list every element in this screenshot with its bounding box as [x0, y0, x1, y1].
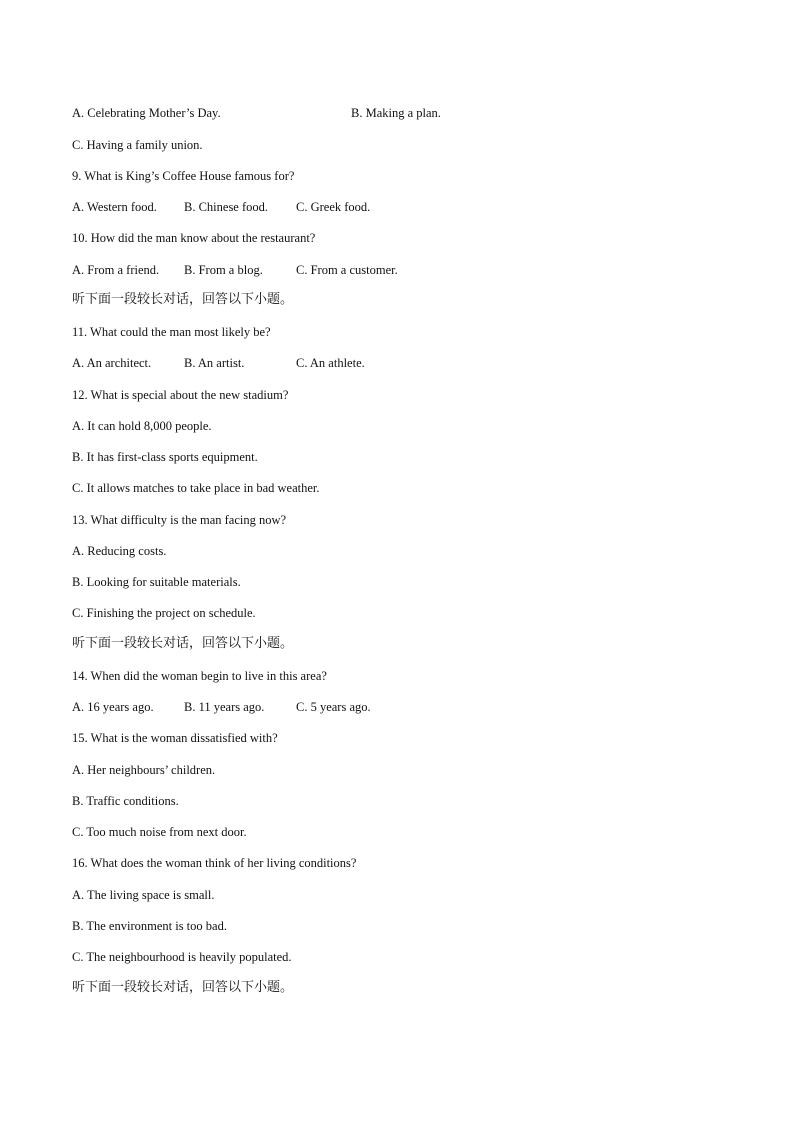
q16-option-c: C. The neighbourhood is heavily populated. — [72, 950, 292, 964]
q16-option-b: B. The environment is too bad. — [72, 919, 227, 933]
q16-stem: 16. What does the woman think of her living conditions? — [72, 856, 357, 870]
section-heading: 听下面一段较长对话，回答以下小题。 — [72, 980, 294, 995]
q15-stem: 15. What is the woman dissatisfied with? — [72, 731, 278, 745]
section-heading: 听下面一段较长对话，回答以下小题。 — [72, 636, 294, 651]
q14-stem: 14. When did the woman begin to live in this area? — [72, 669, 327, 683]
q13-option-c: C. Finishing the project on schedule. — [72, 606, 256, 620]
q10-option-c: C. From a customer. — [296, 263, 398, 277]
q10-stem: 10. How did the man know about the restaurant? — [72, 231, 316, 245]
q10-option-a: A. From a friend. — [72, 263, 160, 277]
q8-option-a: A. Celebrating Mother’s Day. — [72, 106, 221, 120]
q8-option-b: B. Making a plan. — [351, 106, 441, 120]
q14-option-a: A. 16 years ago. — [72, 700, 154, 714]
q15-option-c: C. Too much noise from next door. — [72, 825, 247, 839]
q9-option-c: C. Greek food. — [296, 200, 371, 214]
q13-stem: 13. What difficulty is the man facing now? — [72, 513, 287, 527]
q13-option-b: B. Looking for suitable materials. — [72, 575, 241, 589]
q12-option-c: C. It allows matches to take place in bad weather. — [72, 481, 320, 495]
q13-option-a: A. Reducing costs. — [72, 544, 167, 558]
q11-stem: 11. What could the man most likely be? — [72, 325, 271, 339]
q12-stem: 12. What is special about the new stadium? — [72, 388, 289, 402]
q11-option-c: C. An athlete. — [296, 356, 365, 370]
section-heading: 听下面一段较长对话，回答以下小题。 — [72, 292, 294, 307]
q12-option-b: B. It has first-class sports equipment. — [72, 450, 258, 464]
q10-option-b: B. From a blog. — [184, 263, 263, 277]
q9-option-a: A. Western food. — [72, 200, 157, 214]
q14-option-c: C. 5 years ago. — [296, 700, 371, 714]
q9-stem: 9. What is King’s Coffee House famous for? — [72, 169, 295, 183]
q16-option-a: A. The living space is small. — [72, 888, 215, 902]
q8-option-c: C. Having a family union. — [72, 138, 203, 152]
q15-option-b: B. Traffic conditions. — [72, 794, 179, 808]
q12-option-a: A. It can hold 8,000 people. — [72, 419, 212, 433]
q11-option-b: B. An artist. — [184, 356, 245, 370]
q9-option-b: B. Chinese food. — [184, 200, 269, 214]
q14-option-b: B. 11 years ago. — [184, 700, 265, 714]
q11-option-a: A. An architect. — [72, 356, 152, 370]
q15-option-a: A. Her neighbours’ children. — [72, 763, 216, 777]
